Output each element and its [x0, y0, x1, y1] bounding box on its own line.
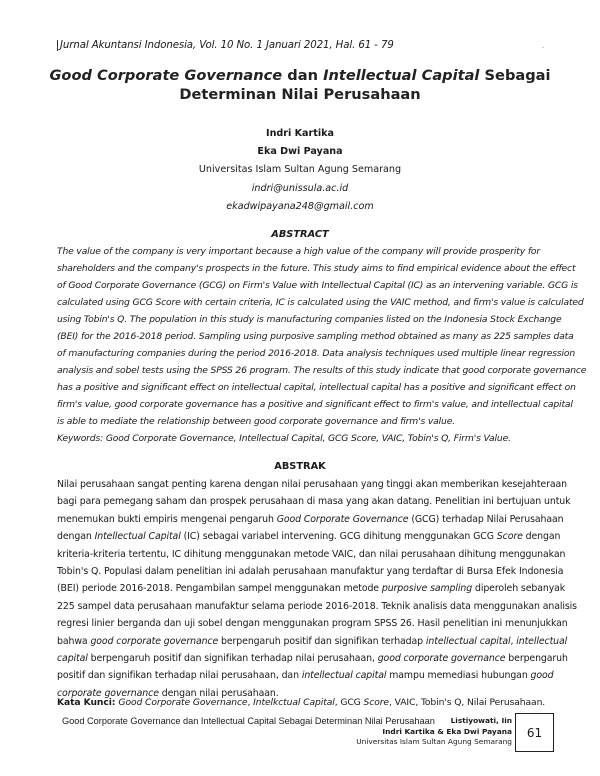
- abstrak-term: intellectual capital: [425, 635, 511, 647]
- author-email[interactable]: ekadwipayana248@gmail.com: [226, 200, 374, 212]
- abstrak-term: good corporate governance: [377, 653, 506, 665]
- abstract-indonesian: [57, 476, 577, 702]
- abstrak-line: [57, 667, 554, 684]
- abstrak-text: dengan: [57, 531, 95, 543]
- footer-author-line: Listiyowati, Iin: [450, 716, 512, 725]
- title-line-2: Determinan Nilai Perusahaan: [179, 86, 421, 103]
- abstract-line: (BEI) for the 2016-2018 period. Sampling using purposive sampling method obtained as many as 225 samples data: [57, 331, 574, 342]
- abstrak-line: bagi para pemegang saham dan prospek perusahaan di masa yang akan datang. Penelitian ini bertujuan untuk: [57, 496, 571, 508]
- abstract-line: is able to mediate the relationship between good corporate governance and firm's value.: [57, 416, 456, 427]
- author-block: [100, 125, 500, 216]
- abstrak-line: [57, 511, 564, 528]
- abstrak-text: dengan nilai perusahaan.: [158, 687, 279, 699]
- keyword-term: Intelkctual Capital: [253, 697, 335, 708]
- author-email[interactable]: indri@unissula.ac.id: [251, 182, 349, 194]
- keyword-rest: , VAIC, Tobin's Q, Nilai Perusahaan.: [388, 697, 546, 708]
- abstract-keywords: Keywords: Good Corporate Governance, Intellectual Capital, GCG Score, VAIC, Tobin's Q, Firm's Value.: [57, 433, 511, 444]
- footer-authors: [356, 716, 512, 748]
- abstrak-term: intellectual: [516, 635, 568, 647]
- abstrak-text: ,: [510, 635, 517, 647]
- abstract-line: has a positive and significant effect on intellectual capital, intellectual capital has a positive and significant effect on: [57, 382, 576, 393]
- title-gcg: Good Corporate Governance: [49, 67, 283, 84]
- abstrak-text: berpengaruh positif dan signifikan terhadap nilai perusahaan,: [87, 653, 378, 665]
- abstrak-text: bahwa: [57, 635, 91, 647]
- abstract-heading: ABSTRACT: [271, 229, 329, 240]
- keyword-term: Score: [363, 697, 389, 708]
- abstrak-text: (GCG) terhadap Nilai Perusahaan: [408, 513, 564, 525]
- abstrak-line: [57, 580, 566, 597]
- kata-kunci-label: Kata Kunci:: [57, 697, 119, 708]
- abstract-line: firm's value, good corporate governance has a positive and significant effect to firm's value, and intellectual capital: [57, 399, 573, 410]
- abstract-line: calculated using GCG Score with certain criteria, IC is calculated using the VAIC method, and firm's value is calculated: [57, 297, 584, 308]
- title-dan: dan: [282, 67, 324, 84]
- author-name: Eka Dwi Payana: [257, 146, 343, 158]
- author-affiliation: Universitas Islam Sultan Agung Semarang: [198, 164, 402, 176]
- abstract-line: shareholders and the company's prospects in the future. This study aims to find empirical evidence about the effect: [57, 263, 576, 274]
- abstract-english: [57, 243, 587, 447]
- header-dot: .: [542, 42, 545, 50]
- abstrak-term: purposive sampling: [381, 583, 473, 595]
- abstrak-line: Nilai perusahaan sangat penting karena dengan nilai perusahaan yang tinggi akan memberikan kesejahteraan: [57, 479, 567, 490]
- abstrak-line: Tobin's Q. Populasi dalam penelitian ini adalah perusahaan manufaktur yang terdaftar di Bursa Efek Indonesia: [57, 566, 564, 578]
- abstract-line: using Tobin's Q. The population in this study is manufacturing companies listed on the Indonesia Stock Exchange: [57, 314, 562, 325]
- abstract-line: of Good Corporate Governance (GCG) on Firm's Value with Intellectual Capital (IC) as an intervening variable. GCG is: [57, 280, 578, 291]
- abstrak-line: [57, 650, 568, 667]
- abstrak-text: mampu memediasi hubungan: [386, 670, 531, 682]
- title-ic: Intellectual Capital: [323, 67, 480, 84]
- abstrak-term: Good Corporate Governance: [276, 513, 409, 525]
- journal-header: Jurnal Akuntansi Indonesia, Vol. 10 No. 1 Januari 2021, Hal. 61 - 79: [57, 40, 394, 51]
- abstrak-term: good: [530, 670, 554, 682]
- article-title: [40, 66, 560, 104]
- footer-running-title: Good Corporate Governance dan Intellectual Capital Sebagai Determinan Nilai Perusahaan: [62, 716, 435, 726]
- abstrak-text: (BEI) periode 2016-2018. Pengambilan sampel menggunakan metode: [57, 583, 382, 595]
- abstrak-text: menemukan bukti empiris mengenai pengaruh: [57, 513, 277, 525]
- author-name: Indri Kartika: [266, 128, 334, 139]
- footer-author-line: Indri Kartika & Eka Dwi Payana: [382, 726, 512, 736]
- abstrak-text: (IC) sebagai variabel intervening. GCG dihitung menggunakan GCG: [180, 531, 497, 543]
- title-line-1: [40, 66, 560, 85]
- abstrak-term: capital: [57, 653, 88, 665]
- abstrak-term: corporate governance: [57, 687, 159, 699]
- keyword-sep: ,: [247, 697, 254, 708]
- abstrak-text: dengan: [522, 531, 561, 543]
- abstrak-line: 225 sampel data perusahaan manufaktur selama periode 2016-2018. Teknik analisis data menggunakan analisis: [57, 600, 577, 612]
- abstrak-line: [57, 528, 561, 545]
- abstrak-line: [57, 633, 568, 650]
- abstrak-term: Score: [496, 531, 523, 543]
- kata-kunci: [57, 697, 545, 708]
- footer-affiliation: Universitas Islam Sultan Agung Semarang: [356, 737, 512, 746]
- keyword-term: Good Corporate Governance: [118, 697, 248, 708]
- abstrak-text: berpengaruh: [505, 653, 568, 665]
- abstrak-term: Intellectual Capital: [94, 531, 181, 543]
- abstrak-term: intellectual capital: [301, 670, 387, 682]
- abstrak-text: diperoleh sebanyak: [472, 583, 566, 595]
- abstrak-term: good corporate governance: [90, 635, 219, 647]
- abstrak-heading: ABSTRAK: [274, 461, 326, 472]
- keyword-sep: , GCG: [334, 697, 364, 708]
- abstrak-line: regresi linier berganda dan uji sobel dengan menggunakan program SPSS 26. Hasil penelitian ini menunjukkan: [57, 618, 568, 630]
- abstrak-line: kriteria-kriteria tertentu, IC dihitung menggunakan metode VAIC, dan nilai perusahaan dihitung menggunakan: [57, 548, 566, 560]
- page-number: 61: [515, 713, 554, 752]
- abstract-line: of manufacturing companies during the period 2016-2018. Data analysis techniques used multiple linear regression: [57, 348, 576, 359]
- abstract-line: The value of the company is very important because a high value of the company will provide prosperity for: [57, 246, 541, 257]
- abstrak-text: berpengaruh positif dan signifikan terhadap: [218, 635, 426, 647]
- abstract-line: analysis and sobel tests using the SPSS 26 program. The results of this study indicate that good corporate governance: [57, 365, 587, 376]
- abstrak-text: positif dan signifikan terhadap nilai perusahaan, dan: [57, 670, 302, 682]
- title-sebagai: Sebagai: [479, 67, 551, 84]
